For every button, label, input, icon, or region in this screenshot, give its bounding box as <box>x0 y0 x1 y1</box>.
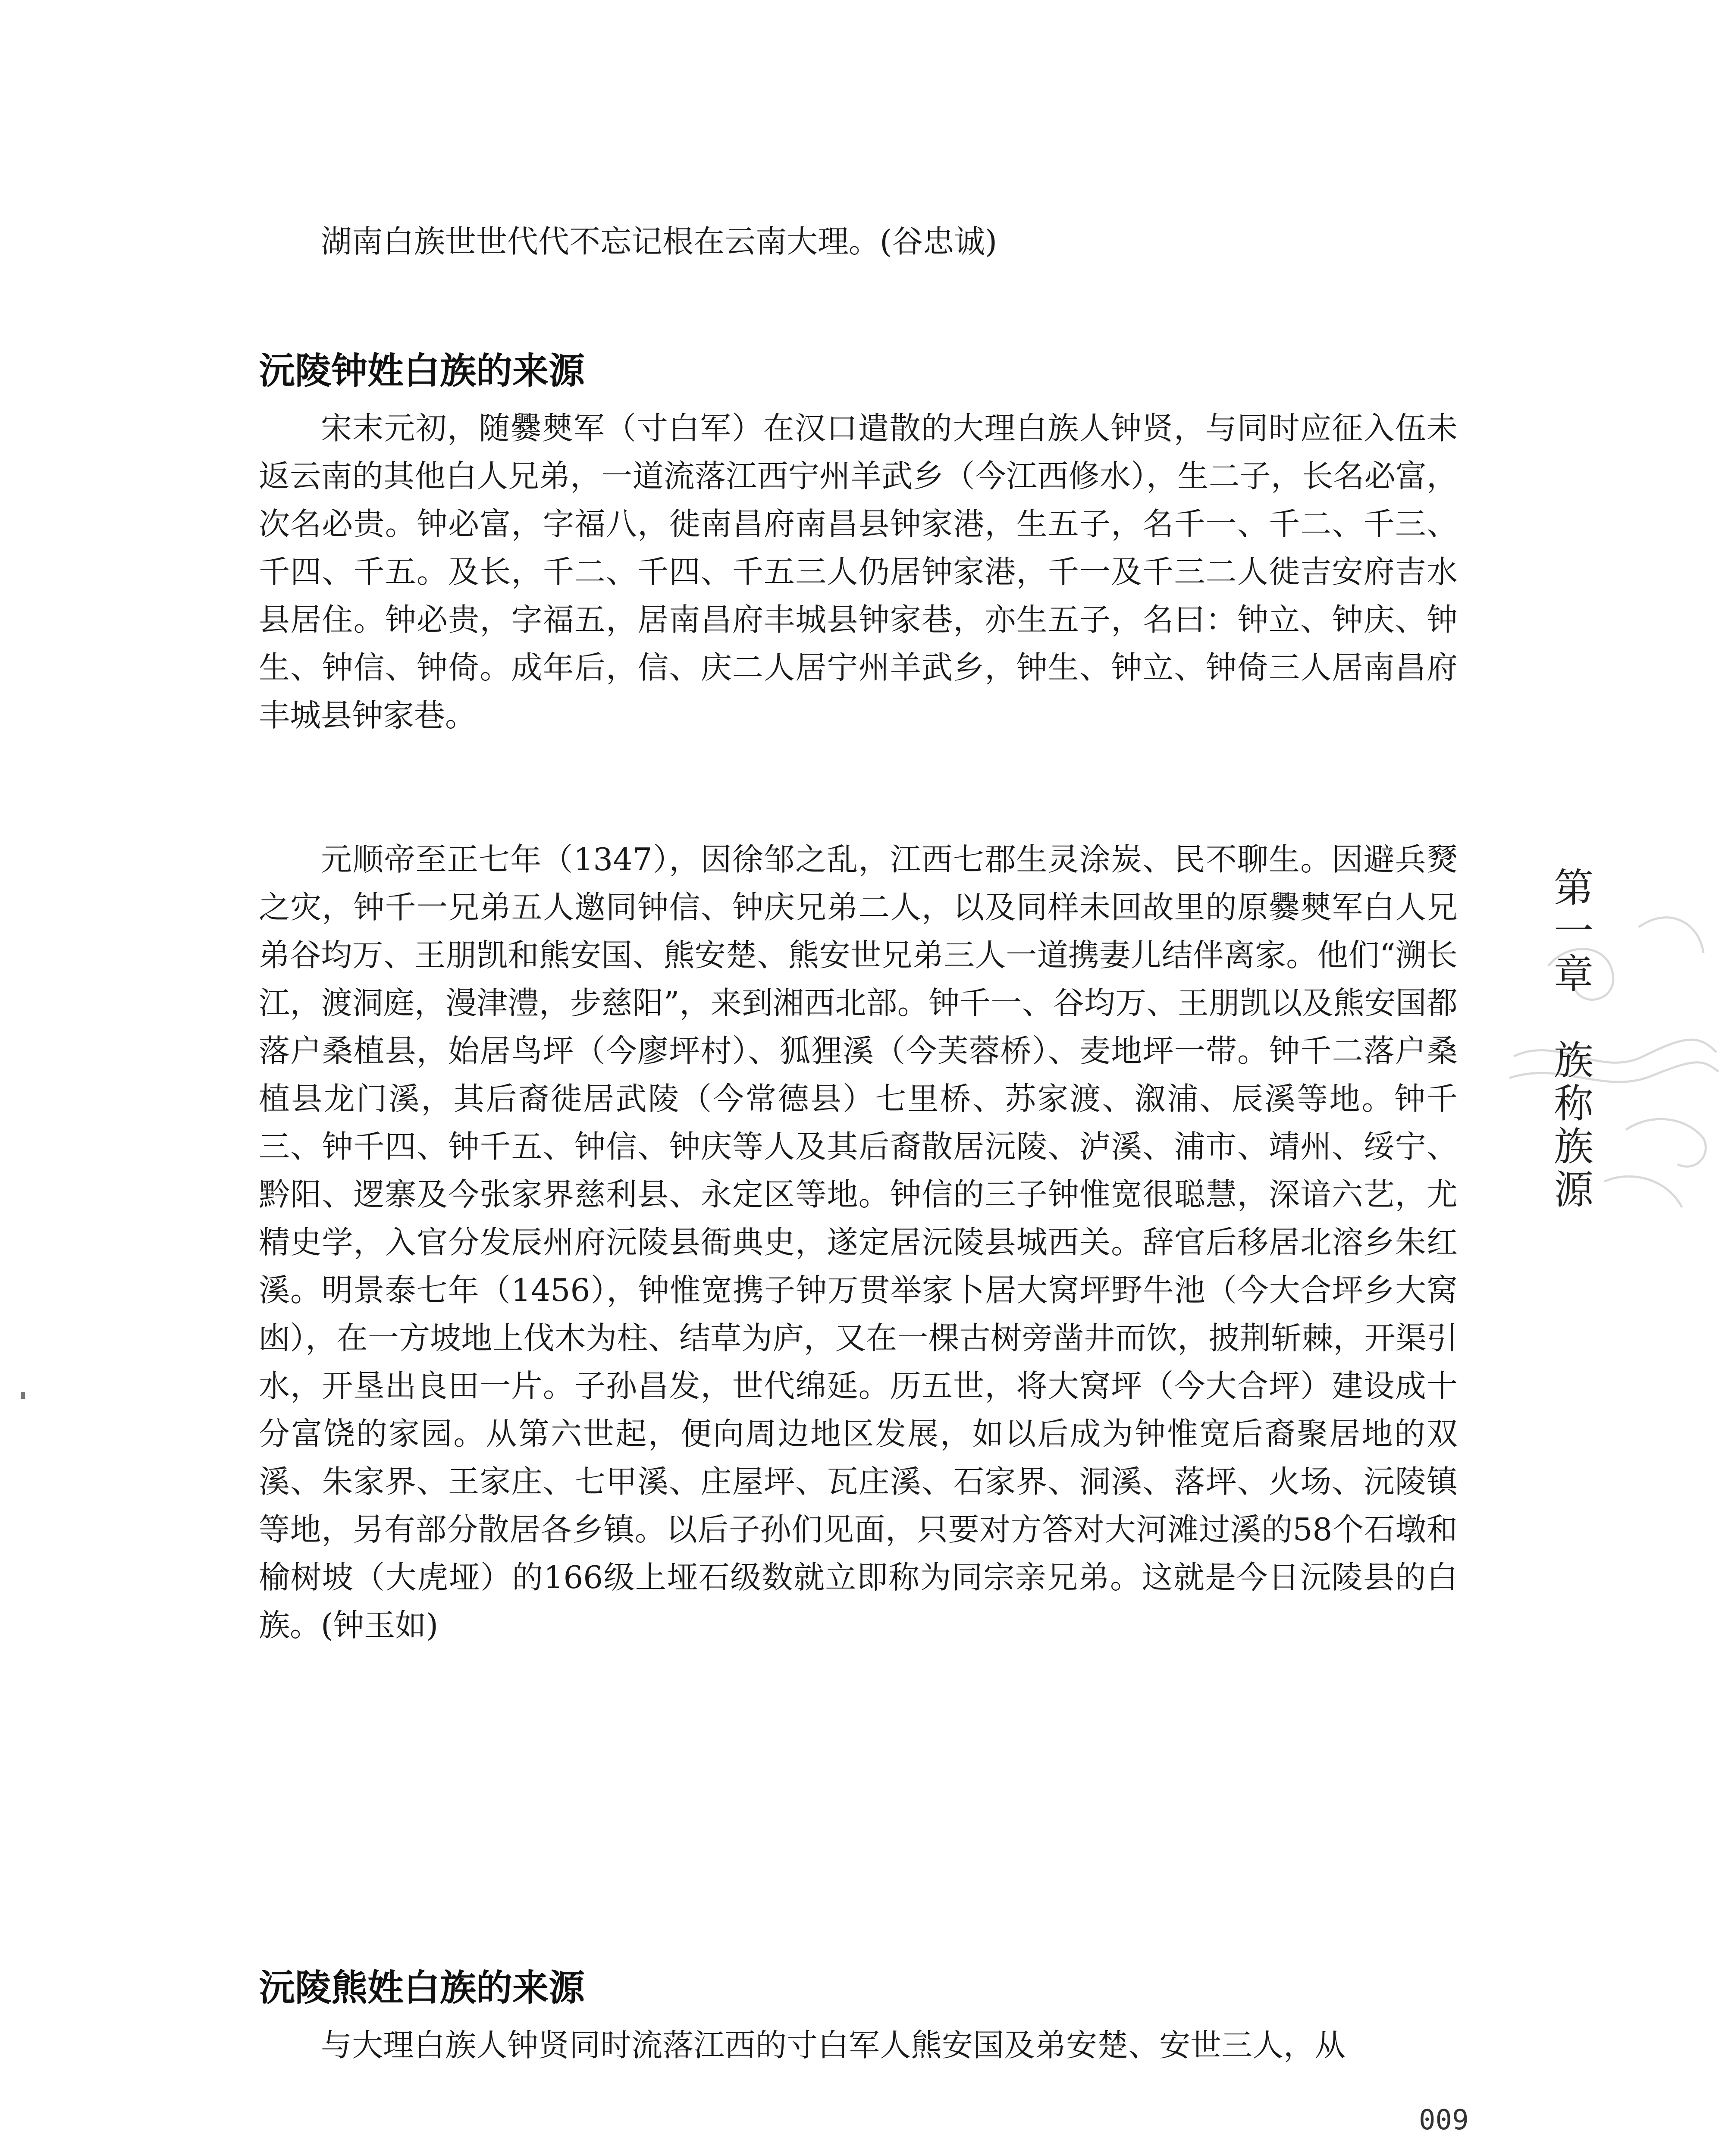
chapter-title-tab: 族称族源 <box>1547 1039 1593 1212</box>
section-zhong-paragraph-1: 宋末元初，随爨僰军（寸白军）在汉口遣散的大理白族人钟贤，与同时应征入伍未返云南的其他白人兄弟，一道流落江西宁州羊武乡（今江西修水），生二子，长名必富，次名必贵。钟必富，字福八，徙南昌府南昌县钟家港，生五子，名千一、千二、千三、千四、千五。及长，千二、千四、千五三人仍居钟家港，千一及千三二人徙吉安府吉水县居住。钟必贵，字福五，居南昌府丰城县钟家巷，亦生五子，名曰：钟立、钟庆、钟生、钟信、钟倚。成年后，信、庆二人居宁州羊武乡，钟生、钟立、钟倚三人居南昌府丰城县钟家巷。 <box>259 410 1458 733</box>
section-title-xiong: 沅陵熊姓白族的来源 <box>259 1967 585 2009</box>
section-title-zhong: 沅陵钟姓白族的来源 <box>259 350 585 392</box>
chapter-number-tab: 第一章 <box>1547 867 1593 996</box>
page-number: 009 <box>1419 2104 1469 2136</box>
intro-paragraph: 湖南白族世世代代不忘记根在云南大理。(谷忠诚) <box>321 223 997 260</box>
cloud-ornament-icon <box>1496 854 1721 1242</box>
section-xiong-paragraph-1: 与大理白族人钟贤同时流落江西的寸白军人熊安国及弟安楚、安世三人，从 <box>321 2027 1346 2063</box>
scan-speck <box>21 1392 25 1399</box>
section-zhong-paragraph-2: 元顺帝至正七年（1347），因徐邹之乱，江西七郡生灵涂炭、民不聊生。因避兵燹之灾，钟千一兄弟五人邀同钟信、钟庆兄弟二人，以及同样未回故里的原爨僰军白人兄弟谷均万、王朋凯和熊安国、熊安楚、熊安世兄弟三人一道携妻儿结伴离家。他们“溯长江，渡洞庭，漫津澧，步慈阳”，来到湘西北部。钟千一、谷均万、王朋凯以及熊安国都落户桑植县，始居鸟坪（今廖坪村）、狐狸溪（今芙蓉桥）、麦地坪一带。钟千二落户桑植县龙门溪，其后裔徙居武陵（今常德县）七里桥、苏家渡、溆浦、辰溪等地。钟千三、钟千四、钟千五、钟信、钟庆等人及其后裔散居沅陵、泸溪、浦市、靖州、绥宁、黔阳、逻寨及今张家界慈利县、永定区等地。钟信的三子钟惟宽很聪慧，深谙六艺，尤精史学，入官分发辰州府沅陵县衙典史，遂定居沅陵县城西关。辞官后移居北溶乡朱红溪。明景泰七年（1456），钟惟宽携子钟万贯举家卜居大窝坪野牛池（今大合坪乡大窝凼），在一方坡地上伐木为柱、结草为庐，又在一棵古树旁凿井而饮，披荆斩棘，开渠引水，开垦出良田一片。子孙昌发，世代绵延。历五世，将大窝坪（今大合坪）建设成十分富饶的家园。从第六世起，便向周边地区发展，如以后成为钟惟宽后裔聚居地的双溪、朱家界、王家庄、七甲溪、庄屋坪、瓦庄溪、石家界、洞溪、落坪、火场、沅陵镇等地，另有部分散居各乡镇。以后子孙们见面，只要对方答对大河滩过溪的58个石墩和榆树坡（大虎垭）的166级上垭石级数就立即称为同宗亲兄弟。这就是今日沅陵县的白族。(钟玉如) <box>259 841 1458 1643</box>
